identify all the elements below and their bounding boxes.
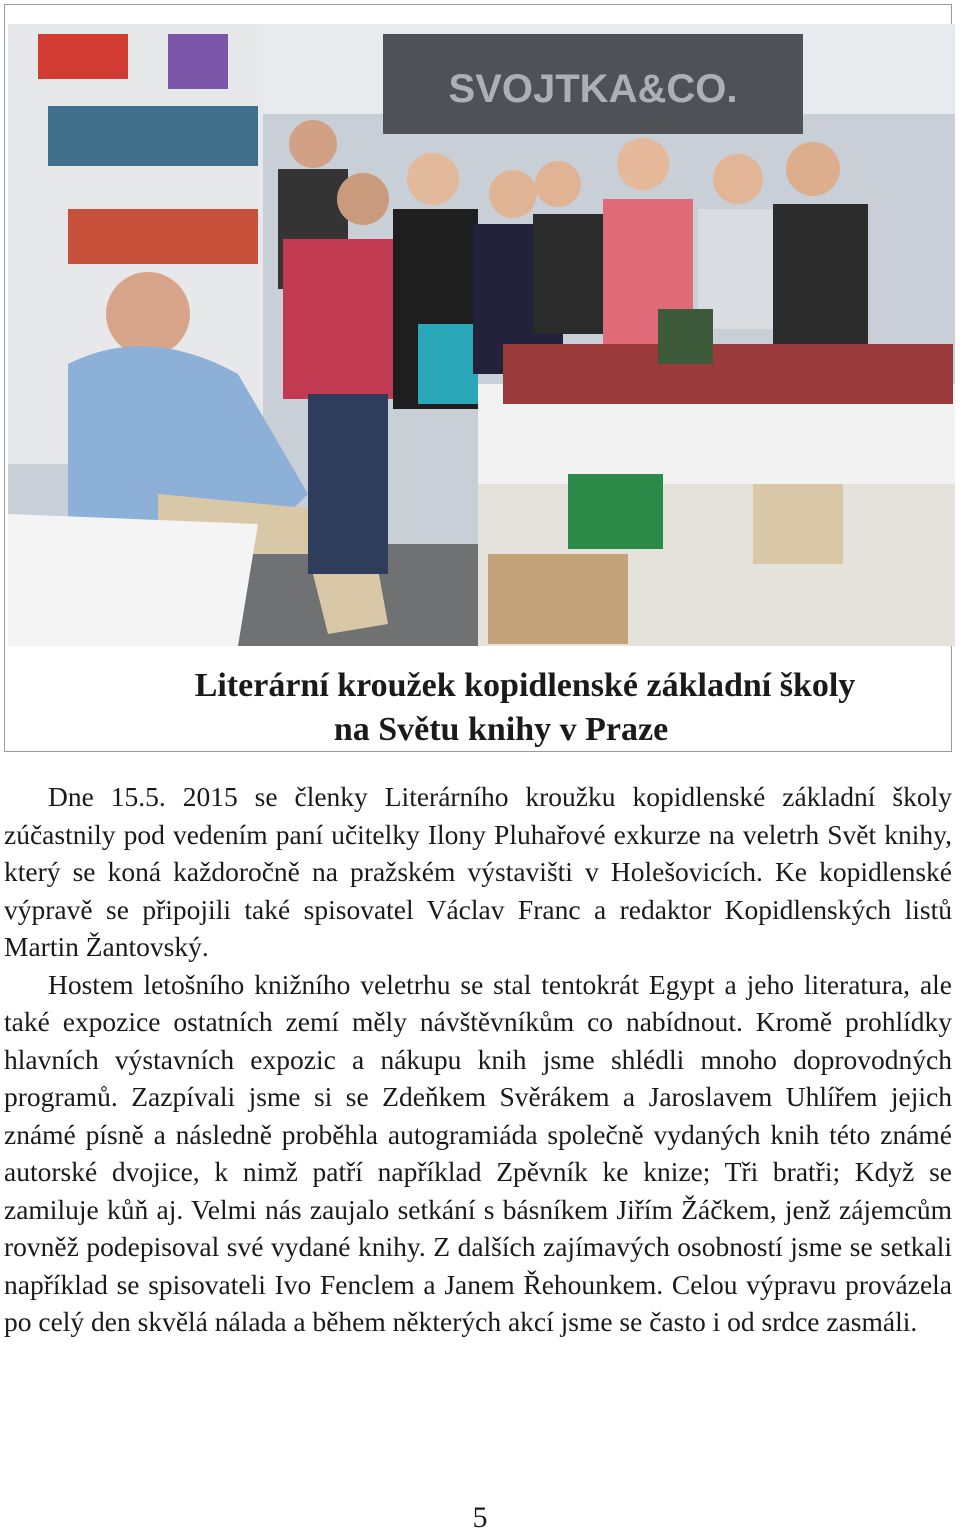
shelf-poster-2 bbox=[168, 34, 228, 89]
banner-text: SVOJTKA&CO. bbox=[448, 67, 738, 111]
article-title-line-1: Literární kroužek kopidlenské základní školy bbox=[194, 667, 856, 704]
green-box bbox=[568, 474, 663, 549]
shelf-books-top bbox=[48, 106, 258, 166]
article-title-line-2: na Světu knihy v Praze bbox=[333, 711, 669, 748]
shelf-books-middle bbox=[68, 209, 258, 264]
shelf-poster bbox=[38, 34, 128, 79]
cardboard-box bbox=[488, 554, 628, 644]
cardboard-box-2 bbox=[753, 484, 843, 564]
signing-table bbox=[8, 514, 258, 646]
article-paragraph-1: Dne 15.5. 2015 se členky Literárního kroužku kopidlenské základní školy zúčastnily pod vedením paní učitelky Ilony Pluhařové exkurze na veletrh Svět knihy, který se koná každoročně na pražském výstavišti v Holešovicích. Ke kopidlenské výpravě se připojili také spisovatel Václav Franc a redaktor Kopidlenských listů Martin Žantovský. bbox=[4, 781, 952, 962]
photo-illustration bbox=[8, 24, 955, 646]
book-fair-photo bbox=[8, 24, 955, 646]
book-stacks bbox=[503, 344, 953, 404]
article-paragraph-2: Hostem letošního knižního veletrhu se stal tentokrát Egypt a jeho literatura, ale také expozice ostatních zemí měly návštěvníkům co nabídnout. Kromě prohlídky hlavních výstavních expozic a nákupu knih jsme shlédli mnoho doprovodných programů. Zazpívali jsme si se Zdeňkem Svěrákem a Jaroslavem Uhlířem jejich známé písně a následně proběhla autogramiáda společně vydaných knih této známé autorské dvojice, k nimž patří například Zpěvník ke knize; Tři bratři; Když se zamiluje kůň aj. Velmi nás zaujalo setkání s básníkem Jiřím Žáčkem, jenž zájemcům rovněž podepisoval své vydané knihy. Z dalších zajímavých osobností jsme se setkali například se spisovateli Ivo Fenclem a Janem Řehounkem. Celou výpravu provázela po celý den skvělá nálada a během některých akcí jsme se často i od srdce zasmáli. bbox=[4, 968, 952, 1337]
featured-book bbox=[658, 309, 713, 364]
article-body bbox=[4, 778, 952, 1341]
seated-man-head bbox=[106, 272, 190, 356]
page-number: 5 bbox=[472, 1501, 488, 1534]
